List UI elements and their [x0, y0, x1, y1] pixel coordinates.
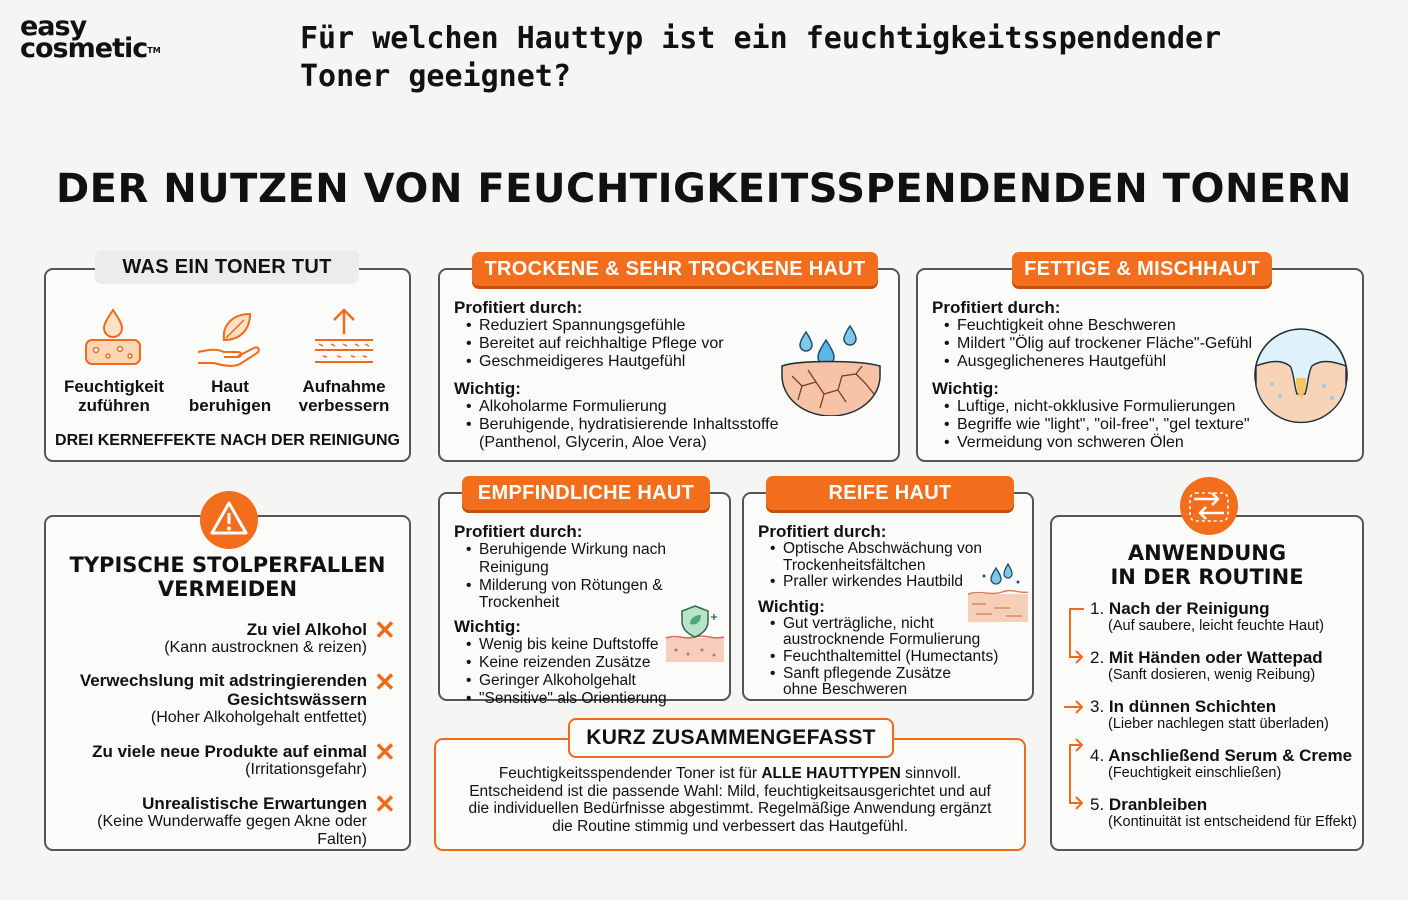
dry-skin-tab: TROCKENE & SEHR TROCKENE HAUT — [472, 252, 878, 286]
step-title: Mit Händen oder Wattepad — [1108, 648, 1323, 667]
dry-important-label: Wichtig: — [454, 379, 521, 399]
effect-3-line1: Aufnahme — [302, 377, 386, 396]
pitfall-sub: (Kann austrocknen & reizen) — [164, 639, 367, 656]
shield-skin-icon — [664, 604, 726, 664]
skin-absorb-icon — [311, 306, 377, 372]
brand-line1: easy — [20, 11, 87, 42]
pitfall-title: Unrealistische Erwartungen — [142, 794, 367, 813]
step-number: 3. — [1090, 697, 1105, 716]
hand-leaf-icon — [194, 306, 264, 372]
pitfall-sub: (Hoher Alkoholgehalt entfettet) — [150, 709, 367, 726]
routine-title-line1: ANWENDUNG — [1127, 541, 1287, 565]
pitfall-title: Verwechslung mit adstringierenden Gesichtswässern — [79, 671, 367, 709]
oily-skin-tab: FETTIGE & MISCHHAUT — [1012, 252, 1272, 286]
sensitive-profit-label: Profitiert durch: — [454, 522, 583, 541]
routine-title-line2: IN DER ROUTINE — [1110, 565, 1304, 589]
summary-tab: KURZ ZUSAMMENGEFASST — [568, 718, 894, 758]
step-title: Dranbleiben — [1108, 795, 1208, 814]
routine-card — [1050, 515, 1364, 851]
sensitive-important-item: • Wenig bis keine Duftstoffe — [454, 636, 730, 654]
dry-important-item: • Alkoholarme Formulierung — [454, 398, 806, 416]
summary-text — [466, 765, 994, 835]
step-sub: (Auf saubere, leicht feuchte Haut) — [1108, 618, 1325, 634]
routine-flow-arrows — [1058, 597, 1092, 827]
mature-profit-item: • Optische Abschwächung von Trockenheitsfältchen — [758, 541, 986, 574]
step-title: In dünnen Schichten — [1108, 697, 1277, 716]
sensitive-important-label: Wichtig: — [454, 617, 521, 637]
pitfall-title: Zu viele neue Produkte auf einmal — [92, 742, 367, 761]
dry-profit-item: • Bereitet auf reichhaltige Pflege vor — [454, 335, 806, 353]
brand-tm: TM — [147, 46, 161, 55]
sensitive-skin-tab: EMPFINDLICHE HAUT — [462, 476, 710, 510]
brand-line2: cosmetic — [20, 33, 148, 64]
step-title: Anschließend Serum & Creme — [1108, 746, 1353, 765]
effect-1-line1: Feuchtigkeit — [63, 377, 165, 396]
step-title: Nach der Reinigung — [1108, 599, 1270, 618]
page-question: Für welchen Hauttyp ist ein feuchtigkeitsspendender Toner geeignet? — [300, 21, 1222, 94]
mature-skin-drops-icon — [966, 560, 1030, 624]
step-number: 1. — [1090, 599, 1105, 618]
pitfall-sub: (Irritationsgefahr) — [245, 761, 367, 778]
mature-skin-tab: REIFE HAUT — [766, 476, 1014, 510]
toner-tab: WAS EIN TONER TUT — [95, 250, 359, 284]
pitfalls-title-line2: VERMEIDEN — [157, 577, 298, 601]
dry-skin-card — [438, 258, 900, 462]
oily-important-item: • Luftige, nicht-okklusive Formulierungen — [932, 398, 1262, 416]
pitfall-title: Zu viel Alkohol — [246, 620, 367, 639]
oily-important-label: Wichtig: — [932, 379, 999, 399]
step-number: 2. — [1090, 648, 1105, 667]
oily-skin-card — [916, 258, 1364, 462]
dry-profit-label: Profitiert durch: — [454, 298, 583, 317]
effect-2-line1: Haut — [211, 377, 249, 396]
dry-profit-item: • Reduziert Spannungsgefühle — [454, 317, 806, 335]
step-sub: (Feuchtigkeit einschließen) — [1108, 765, 1282, 781]
cross-icon: ✕ — [374, 789, 396, 819]
step-number: 4. — [1090, 746, 1105, 765]
summary-text-post: sinnvoll. Entscheidend ist die passende Wahl: Mild, feuchtigkeitsausgerichtet und auf die individuellen Bedürfnisse abgestimmt. Regelmäßige Anwendung ergänzt die Routine stimmig und verbessert das Hautgefühl. — [468, 765, 992, 835]
step-sub: (Sanft dosieren, wenig Reibung) — [1108, 667, 1316, 683]
mature-profit-label: Profitiert durch: — [758, 522, 887, 541]
step-number: 5. — [1090, 795, 1105, 814]
cross-icon: ✕ — [374, 737, 396, 767]
oily-important-item: • Vermeidung von schweren Ölen — [932, 434, 1262, 452]
cross-icon: ✕ — [374, 667, 396, 697]
dry-important-item: • Beruhigende, hydratisierende Inhaltsstoffe (Panthenol, Glycerin, Aloe Vera) — [454, 416, 806, 452]
oily-profit-item: • Ausgeglicheneres Hautgefühl — [932, 353, 1262, 371]
effect-1-line2: zuführen — [78, 396, 150, 415]
oily-profit-item: • Feuchtigkeit ohne Beschweren — [932, 317, 1262, 335]
toner-footer: DREI KERNEFFEKTE NACH DER REINIGUNG — [55, 432, 400, 449]
effect-3-line2: verbessern — [298, 396, 390, 415]
mature-important-item: • Sanft pflegende Zusätze ohne Beschweren — [758, 666, 988, 699]
dry-skin-drops-icon — [778, 320, 888, 416]
effect-2-line2: beruhigen — [188, 396, 272, 415]
pitfall-sub: (Keine Wunderwaffe gegen Akne oder Falten) — [97, 813, 367, 848]
pitfalls-title-line1: TYPISCHE STOLPERFALLEN — [69, 553, 386, 577]
warning-icon — [198, 489, 260, 551]
summary-card — [434, 726, 1026, 851]
main-title: DER NUTZEN VON FEUCHTIGKEITSSPENDENDEN TONERN — [55, 166, 1353, 212]
mature-skin-card — [742, 482, 1034, 701]
sensitive-profit-item: • Milderung von Rötungen & Trockenheit — [454, 577, 664, 613]
pitfalls-card — [44, 515, 411, 851]
sensitive-profit-item: • Beruhigende Wirkung nach Reinigung — [454, 541, 730, 577]
pore-cross-section-icon — [1252, 326, 1350, 424]
sensitive-important-item: • Keine reizenden Zusätze — [454, 654, 730, 672]
mature-profit-item: • Praller wirkendes Hautbild — [758, 574, 1026, 591]
cross-icon: ✕ — [374, 615, 396, 645]
dry-profit-item: • Geschmeidigeres Hautgefühl — [454, 353, 806, 371]
sponge-drop-icon — [80, 306, 146, 372]
oily-profit-label: Profitiert durch: — [932, 298, 1061, 317]
sensitive-skin-card — [438, 482, 731, 707]
summary-text-bold: ALLE HAUTTYPEN — [761, 765, 901, 782]
sensitive-important-item: • Geringer Alkoholgehalt — [454, 672, 730, 690]
oily-profit-item: • Mildert "Ölig auf trockener Fläche"-Gefühl — [932, 335, 1262, 353]
step-sub: (Lieber nachlegen statt überladen) — [1108, 716, 1329, 732]
mature-important-item: • Gut verträgliche, nicht austrocknende Formulierung — [758, 616, 988, 649]
toner-card — [44, 256, 411, 462]
oily-important-item: • Begriffe wie "light", "oil-free", "gel texture" — [932, 416, 1262, 434]
mature-important-item: • Feuchthaltemittel (Humectants) — [758, 649, 1026, 666]
sensitive-important-item: • "Sensitive" als Orientierung — [454, 690, 730, 708]
mature-important-label: Wichtig: — [758, 596, 825, 616]
routine-cycle-icon — [1178, 475, 1240, 537]
step-sub: (Kontinuität ist entscheidend für Effekt) — [1108, 814, 1357, 830]
summary-text-pre: Feuchtigkeitsspendender Toner ist für — [498, 765, 762, 782]
brand-logo — [20, 11, 161, 64]
